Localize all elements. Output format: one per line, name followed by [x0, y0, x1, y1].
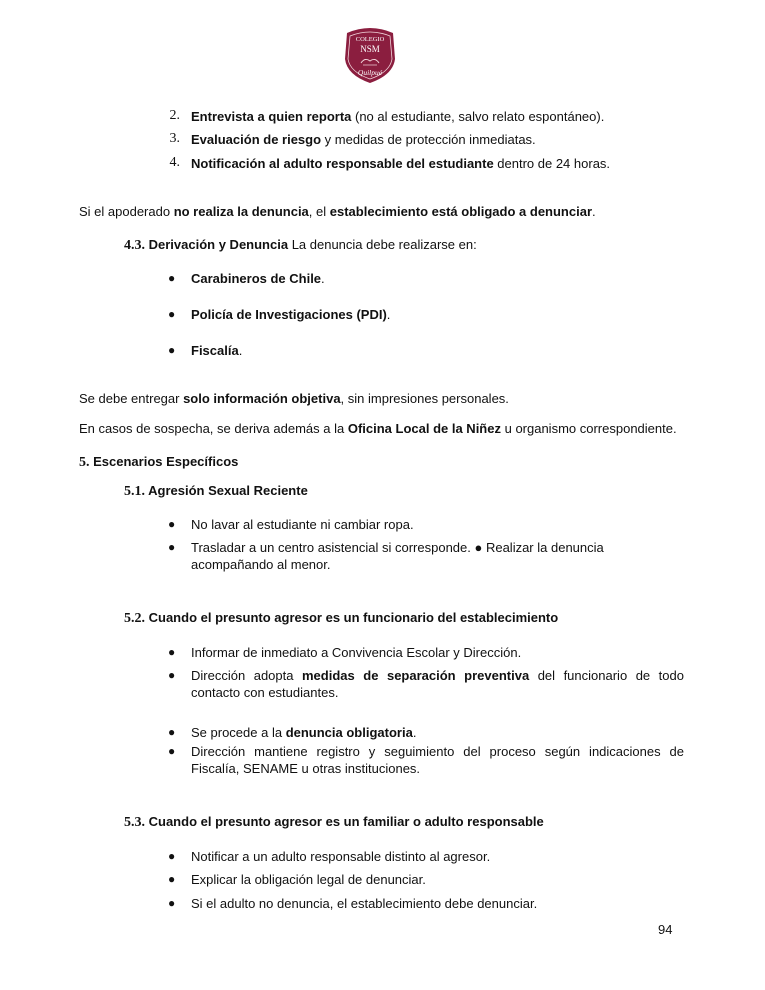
paragraph-objetiva: Se debe entregar solo información objetiva, sin impresiones personales.	[79, 391, 509, 406]
logo-line3: Quilpué	[357, 68, 383, 77]
bullet-icon: ●	[168, 307, 176, 321]
logo-line1: COLEGIO	[355, 36, 385, 43]
page-number: 94	[658, 922, 673, 937]
list-item: Carabineros de Chile.	[191, 271, 325, 286]
list-item: Entrevista a quien reporta (no al estudiante, salvo relato espontáneo).	[191, 109, 605, 124]
section-heading-4-3: 4.3. Derivación y Denuncia La denuncia debe realizarse en:	[124, 237, 477, 253]
paragraph-apoderado: Si el apoderado no realiza la denuncia, el establecimiento está obligado a denunciar.	[79, 204, 596, 219]
list-item: Trasladar a un centro asistencial si corresponde. ● Realizar la denuncia acompañando al menor.	[191, 540, 604, 572]
list-number: 3.	[169, 131, 180, 146]
section-heading-5-3: 5.3. Cuando el presunto agresor es un familiar o adulto responsable	[124, 814, 544, 830]
bullet-icon: ●	[168, 744, 176, 758]
list-item: Informar de inmediato a Convivencia Escolar y Dirección.	[191, 645, 522, 660]
bullet-icon: ●	[168, 540, 176, 554]
list-item: Fiscalía.	[191, 343, 243, 358]
bullet-icon: ●	[168, 517, 176, 531]
bullet-icon: ●	[168, 645, 176, 659]
list-item: Evaluación de riesgo y medidas de protección inmediatas.	[191, 132, 536, 147]
paragraph-sospecha: En casos de sospecha, se deriva además a la Oficina Local de la Niñez u organismo correspondiente.	[79, 421, 677, 436]
section-heading-5-2: 5.2. Cuando el presunto agresor es un funcionario del establecimiento	[124, 610, 559, 626]
list-number: 4.	[169, 155, 180, 170]
bullet-icon: ●	[168, 668, 176, 682]
list-item: Dirección mantiene registro y seguimiento del proceso según indicaciones de Fiscalía, SENAME u otras instituciones.	[191, 744, 684, 776]
bullet-icon: ●	[168, 872, 176, 886]
list-item: Explicar la obligación legal de denunciar.	[191, 872, 426, 887]
list-item: Policía de Investigaciones (PDI).	[191, 307, 391, 322]
bullet-icon: ●	[168, 271, 176, 285]
list-item: Notificar a un adulto responsable distinto al agresor.	[191, 849, 491, 864]
bullet-icon: ●	[168, 849, 176, 863]
section-heading-5: 5. Escenarios Específicos	[79, 454, 239, 470]
list-item: Se procede a la denuncia obligatoria.	[191, 725, 417, 740]
list-item: Dirección adopta medidas de separación preventiva del funcionario de todo contacto con estudiantes.	[191, 668, 684, 700]
bullet-icon: ●	[168, 725, 176, 739]
school-crest-logo	[341, 25, 399, 85]
section-heading-5-1: 5.1. Agresión Sexual Reciente	[124, 483, 308, 499]
logo-line2: NSM	[360, 44, 380, 54]
list-item: No lavar al estudiante ni cambiar ropa.	[191, 517, 414, 532]
list-item: Notificación al adulto responsable del estudiante dentro de 24 horas.	[191, 156, 611, 171]
list-number: 2.	[169, 108, 180, 123]
bullet-icon: ●	[168, 343, 176, 357]
list-item: Si el adulto no denuncia, el establecimiento debe denunciar.	[191, 896, 538, 911]
bullet-icon: ●	[168, 896, 176, 910]
